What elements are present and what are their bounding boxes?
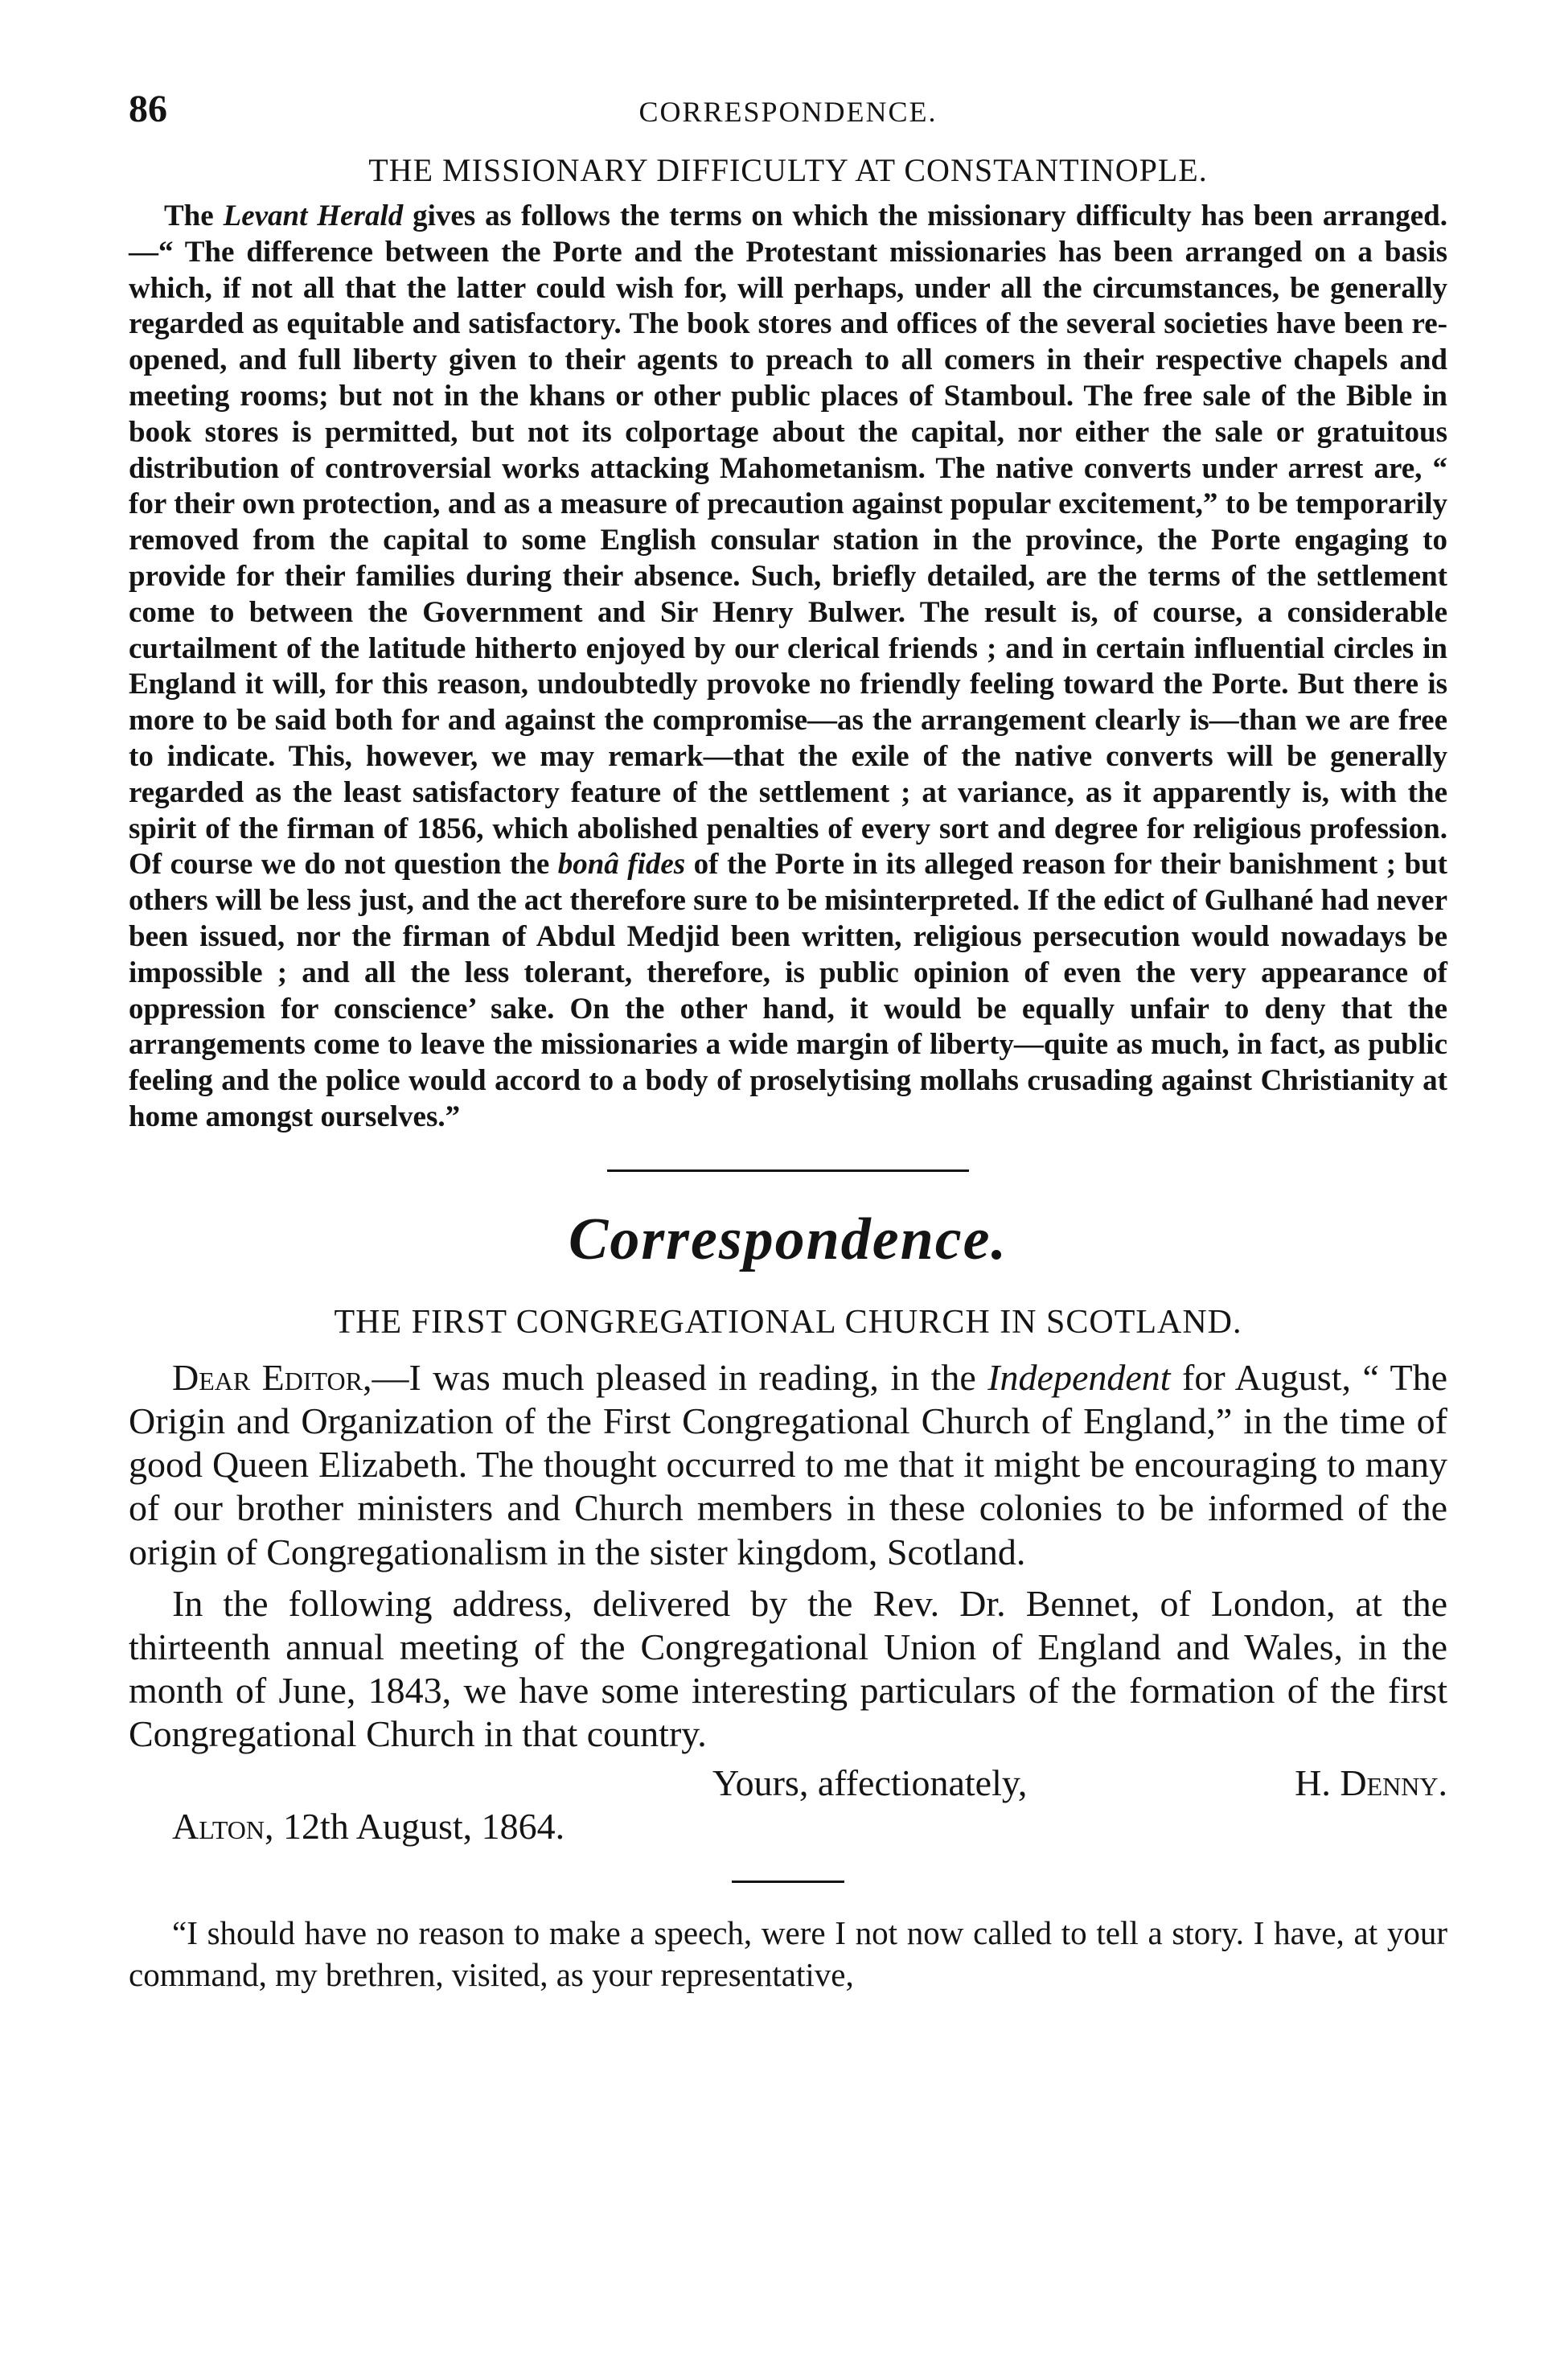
latin-phrase: bonâ fides bbox=[557, 848, 686, 882]
letter-text-1b: for August, “ The Origin and Organization of the First Congregational Church of England,” in the time of good Queen Elizabeth. The thought occurred to me that it might be encouraging to many of our brother ministers and Church members in these colonies to be informed of the origin of Congregationalism in the sister kingdom, Scotland. bbox=[129, 1356, 1447, 1572]
date: 12th August, 1864. bbox=[273, 1805, 565, 1847]
article-paragraph bbox=[129, 199, 1447, 1136]
newspaper-name: Levant Herald bbox=[223, 199, 404, 232]
quote bbox=[129, 1912, 1447, 1996]
running-title: CORRESPONDENCE. bbox=[638, 96, 938, 128]
journal-name: Independent bbox=[987, 1356, 1171, 1398]
letter-text-1a: —I was much pleased in reading, in the bbox=[372, 1356, 988, 1398]
article-text-1: The bbox=[164, 199, 224, 232]
divider-rule bbox=[607, 1169, 969, 1172]
signoff bbox=[129, 1761, 1447, 1848]
quote-text: “I should have no reason to make a speech, were I not now called to tell a story. I have, at your command, my brethren, visited, as your representative, bbox=[129, 1913, 1447, 1993]
letter-paragraph-1 bbox=[129, 1356, 1447, 1574]
place: Alton, bbox=[172, 1805, 274, 1847]
article-text-2: gives as follows the terms on which the missionary difficulty has been arranged.—“ The difference between the Porte and the Protestant missionaries has been arranged on a basis which, if not all that the latter could wish for, will perhaps, under all the circumstances, be generally regarded as equitable and satisfactory. The book stores and offices of the several societies have been re-opened, and full liberty given to their agents to preach to all comers in their respective chapels and meeting rooms; but not in the khans or other public places of Stamboul. The free sale of the Bible in book stores is permitted, but not its colportage about the capital, nor either the sale or gratuitous distribution of controversial works attacking Mahometanism. The native converts under arrest are, “ for their own protection, and as a measure of precaution against popular excitement,” to be temporarily removed from the capital to some English consular station in the province, the Porte engaging to provide for their families during their absence. Such, briefly detailed, are the terms of the settlement come to between the Government and Sir Henry Bulwer. The result is, of course, a considerable curtailment of the latitude hitherto enjoyed by our clerical friends ; and in certain influential circles in England it will, for this reason, undoubtedly provoke no friendly feeling toward the Porte. But there is more to be said both for and against the compromise—as the arrangement clearly is—than we are free to indicate. This, however, we may remark—that the exile of the native converts will be generally regarded as the least satisfactory feature of the settlement ; at variance, as it apparently is, with the spirit of the firman of 1856, which abolished penalties of every sort and degree for religious profession. Of course we do not question the bbox=[129, 199, 1447, 882]
letter-paragraph-2: In the following address, delivered by the Rev. Dr. Bennet, of London, at the thirteenth annual meeting of the Congregational Union of England and Wales, in the month of June, 1843, we have some interesting particulars of the formation of the first Congregational Church in that country. bbox=[129, 1582, 1447, 1755]
article-title: THE MISSIONARY DIFFICULTY AT CONSTANTINOPLE. bbox=[368, 152, 1208, 188]
page bbox=[129, 80, 1447, 1996]
closing: Yours, affectionately, bbox=[712, 1761, 1028, 1803]
letter-body bbox=[129, 1356, 1447, 1757]
section-heading: Correspondence. bbox=[569, 1206, 1008, 1272]
divider-rule-short bbox=[732, 1881, 844, 1883]
letter-title: THE FIRST CONGREGATIONAL CHURCH IN SCOTLAND. bbox=[334, 1303, 1242, 1341]
article-text-3: of the Porte in its alleged reason for their banishment ; but others will be less just, and the act therefore sure to be misinterpreted. If the edict of Gulhané had never been issued, nor the firman of Abdul Medjid been written, religious persecution would nowadays be impossible ; and all the less tolerant, therefore, is public opinion of even the very appearance of oppression for conscience’ sake. On the other hand, it would be equally unfair to deny that the arrangements come to leave the missionaries a wide margin of liberty—quite as much, in fact, as public feeling and the police would accord to a body of proselytising mollahs crusading against Christianity at home amongst ourselves.” bbox=[129, 848, 1447, 1133]
signature: H. Denny. bbox=[1295, 1761, 1447, 1803]
article-body bbox=[129, 199, 1447, 1136]
place-date bbox=[172, 1805, 565, 1848]
salutation: Dear Editor, bbox=[172, 1356, 372, 1398]
page-number: 86 bbox=[129, 88, 167, 130]
running-head bbox=[129, 80, 1447, 145]
